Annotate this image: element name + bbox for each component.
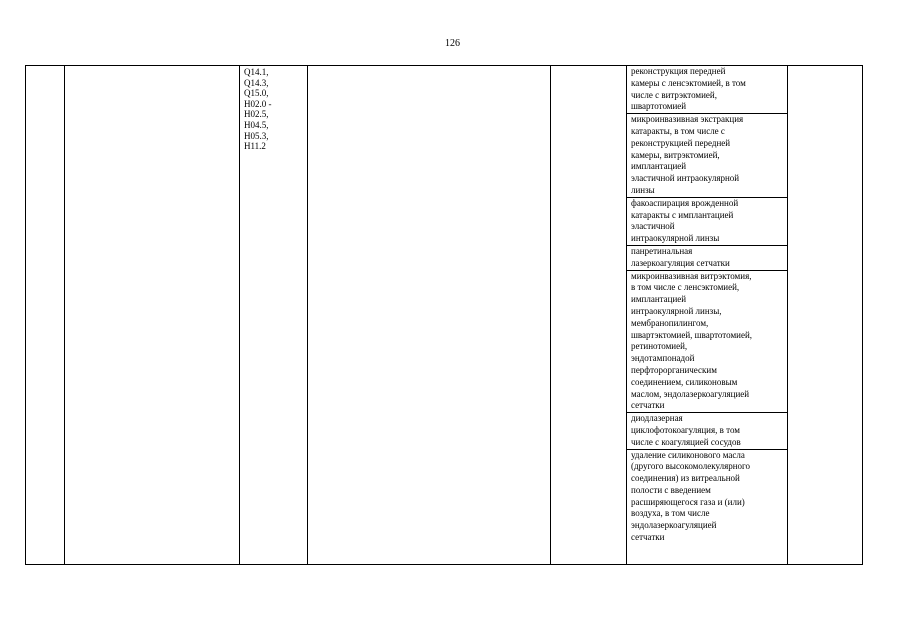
method-line: интраокулярной линзы, — [631, 305, 722, 316]
column-divider — [239, 66, 240, 564]
method-line: эндотампонадой — [631, 353, 695, 364]
method-line: эластичной интраокулярной — [631, 173, 740, 184]
method-line: перфторорганическим — [631, 364, 717, 375]
method-line: расширяющегося газа и (или) — [631, 496, 745, 507]
column-divider — [307, 66, 308, 564]
diagnosis-codes — [244, 67, 272, 152]
treatment-method — [626, 114, 787, 198]
method-line: реконструкция передней — [631, 66, 726, 76]
method-line: катаракты, в том числе с — [631, 125, 725, 136]
method-line: линзы — [631, 184, 655, 195]
method-line: эндолазеркоагуляцией — [631, 520, 717, 531]
method-line: полости с введением — [631, 484, 711, 495]
method-line: в том числе с ленсэктомией, — [631, 282, 740, 293]
method-line: интраокулярной линзы — [631, 233, 720, 244]
method-line: катаракты с имплантацией — [631, 209, 734, 220]
diagnosis-code: Q14.3, — [244, 77, 269, 88]
method-line: числе с коагуляцией сосудов — [631, 436, 741, 447]
method-line: имплантацией — [631, 294, 687, 305]
diagnosis-code: H04.5, — [244, 119, 269, 130]
method-line: диодлазерная — [631, 413, 683, 424]
treatment-method — [626, 66, 787, 114]
method-line: мембранопилингом, — [631, 317, 709, 328]
method-line: удаление силиконового масла — [631, 449, 745, 460]
diagnosis-code: Q15.0, — [244, 88, 269, 99]
diagnosis-code: H02.0 - — [244, 98, 272, 109]
table — [25, 65, 863, 565]
method-line: циклофотокоагуляция, в том — [631, 424, 740, 435]
method-line: лазеркоагуляция сетчатки — [631, 257, 730, 268]
column-divider — [550, 66, 551, 564]
treatment-method — [626, 413, 787, 449]
diagnosis-code: Q14.1, — [244, 67, 269, 77]
method-line: (другого высокомолекулярного — [631, 461, 751, 472]
method-line: маслом, эндолазеркоагуляцией — [631, 388, 750, 399]
method-line: реконструкцией передней — [631, 137, 731, 148]
method-line: микроинвазивная витрэктомия, — [631, 270, 752, 281]
treatment-method — [626, 198, 787, 246]
column-divider — [787, 66, 788, 564]
treatment-method — [626, 271, 787, 414]
treatment-method — [626, 450, 787, 544]
method-line: соединения) из витреальной — [631, 473, 740, 484]
method-line: воздуха, в том числе — [631, 508, 710, 519]
method-line: камеры, витрэктомией, — [631, 149, 720, 160]
diagnosis-code: H02.5, — [244, 109, 269, 120]
method-line: ретинотомией, — [631, 341, 688, 352]
method-line: микроинвазивная экстракция — [631, 114, 744, 125]
method-line: числе с витрэктомией, — [631, 89, 717, 100]
method-line: сетчатки — [631, 532, 665, 543]
method-line: панретинальная — [631, 245, 693, 256]
column-divider — [64, 66, 65, 564]
method-line: имплантацией — [631, 161, 687, 172]
method-line: эластичной — [631, 221, 675, 232]
treatment-methods — [626, 66, 787, 544]
method-line: факоаспирация врожденной — [631, 197, 739, 208]
method-line: швартотомией — [631, 101, 687, 112]
treatment-method — [626, 246, 787, 271]
method-line: соединением, силиконовым — [631, 376, 738, 387]
diagnosis-code: H11.2 — [244, 141, 266, 152]
page-number: 126 — [445, 38, 460, 49]
method-line: камеры с ленсэктомией, в том — [631, 77, 746, 88]
method-line: сетчатки — [631, 400, 665, 411]
diagnosis-code: H05.3, — [244, 130, 269, 141]
method-line: швартэктомией, швартотомией, — [631, 329, 753, 340]
